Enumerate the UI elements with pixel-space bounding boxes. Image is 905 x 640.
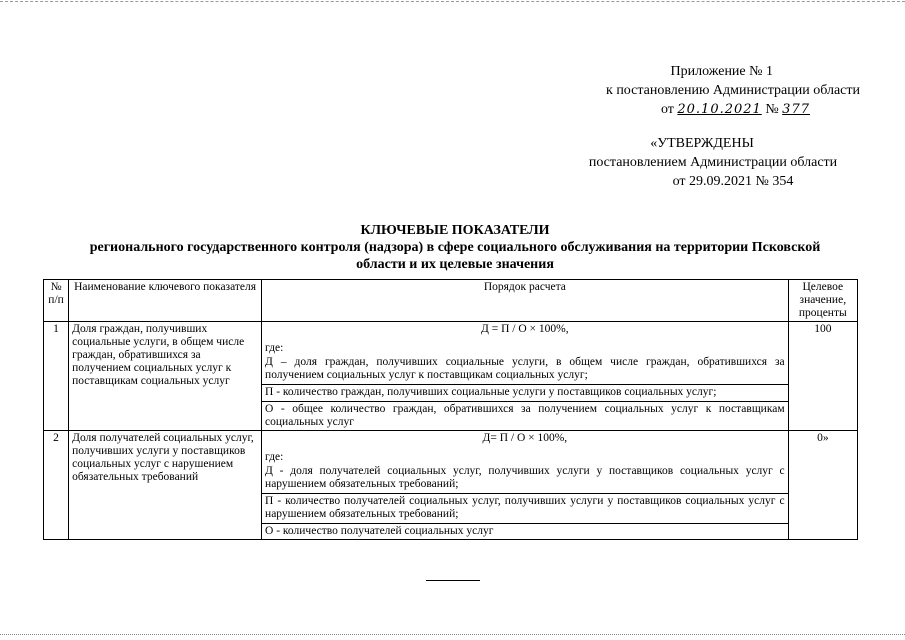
row-calc [262,322,789,431]
definition-d: Д – доля граждан, получивших социальные услуги, в общем числе граждан, обратившихся за получением социальных услуг к поставщикам социальных услуг; [265,356,785,381]
heading-title: КЛЮЧЕВЫЕ ПОКАЗАТЕЛИ [360,223,550,238]
header-target: Целевое значение, проценты [788,280,857,322]
scan-edge-top [0,1,905,2]
kpi-table [43,279,858,540]
where-label: где: [265,342,284,354]
header-name: Наименование ключевого показателя [69,280,262,322]
heading-subtitle-line1: регионального государственного контроля (надзора) в сфере социального обслуживания на территории Псковской [89,240,821,255]
header-num: № п/п [44,280,69,322]
formula: Д = П / О × 100%, [481,323,569,335]
approved-date: от 29.09.2021 № 354 [672,174,794,189]
definition-p: П - количество граждан, получивших социальные услуги у поставщиков социальных услуг; [262,384,788,399]
approved-title: «УТВЕРЖДЕНЫ [650,136,754,151]
where-label: где: [265,451,284,463]
row-target: 100 [788,322,857,431]
definition-d: Д - доля получателей социальных услуг, получивших услуги у поставщиков социальных услуг с нарушением обязательных требований; [265,465,785,490]
definition-p: П - количество получателей социальных услуг, получивших услуги у поставщиков социальных услуг с нарушением обязательных требований; [262,493,788,521]
heading-subtitle-line2: области и их целевые значения [356,257,554,272]
row-num: 2 [44,431,69,540]
appendix-date-number [560,100,860,119]
approved-by: постановлением Администрации области [588,155,838,170]
table-header-row [44,280,858,322]
footer-separator [426,580,480,581]
appendix-title: Приложение № 1 [670,64,773,79]
header-calc: Порядок расчета [262,280,789,322]
appendix-block [560,62,860,119]
row-name [69,431,262,540]
indicator-name: Доля граждан, получивших социальные услуги, в общем числе граждан, обратившихся за получением социальных услуг к поставщикам социальных услуг [72,323,245,387]
appendix-reference: к постановлению Администрации области [606,83,860,98]
date-prefix: от [660,102,674,117]
scan-edge-bottom [0,634,905,635]
formula: Д= П / О × 100%, [482,432,568,444]
row-calc [262,431,789,540]
table-row [44,431,858,540]
approved-block [570,134,856,191]
handwritten-number: 377 [782,102,810,117]
row-target: 0» [788,431,857,540]
handwritten-date: 20.10.2021 [677,102,762,117]
row-num: 1 [44,322,69,431]
document-heading [50,222,860,273]
indicator-name: Доля получателей социальных услуг, получивших услуги у поставщиков социальных услуг с нарушением обязательных требований [72,432,254,483]
number-prefix: № [765,102,779,117]
definition-o: О - общее количество граждан, обратившихся за получением социальных услуг к поставщикам социальных услуг [262,401,788,429]
definition-o: О - количество получателей социальных услуг [262,523,788,538]
table-row [44,322,858,431]
row-name [69,322,262,431]
